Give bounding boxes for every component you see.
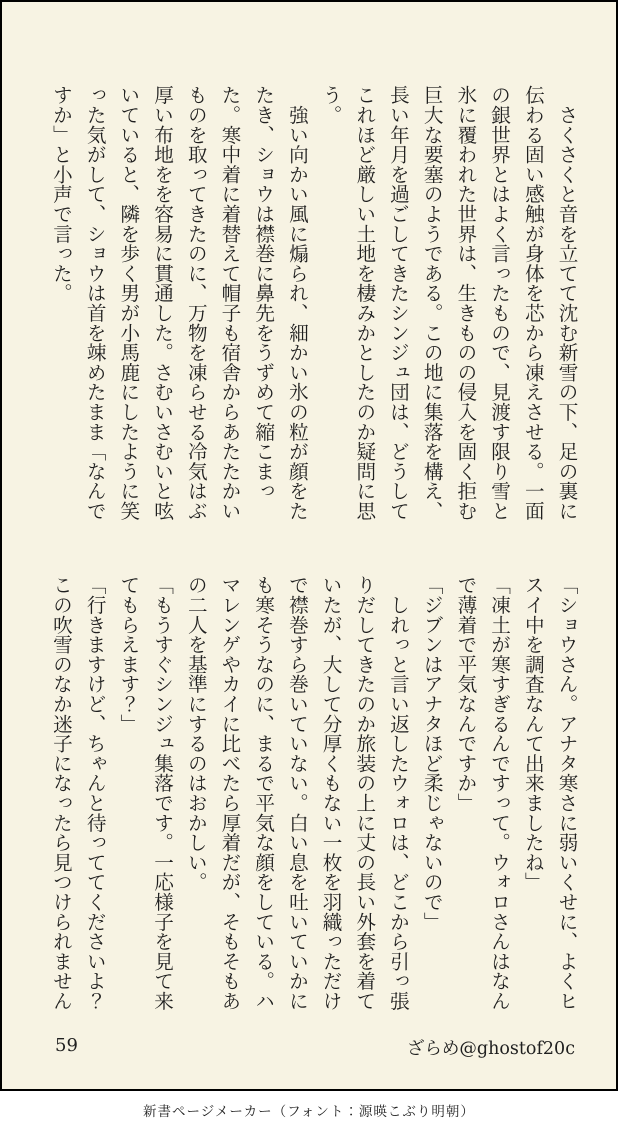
dialogue-paragraph: 「ジブンはアナタほど柔じゃないので」 <box>420 575 444 932</box>
dialogue-paragraph: 「ショウさん。アナタ寒さに弱いくせに、よくヒスイ中を調査なんて出来ましたね」 <box>521 575 578 1011</box>
caption-text: 新書ページメーカー（フォント：源暎こぶり明朝） <box>143 1104 475 1120</box>
paragraph: しれっと言い返したウォロは、どこから引っ張りだしてきたのか旅装の上に丈の長い外套を着ていたが、大して分厚くもない一枚を羽織っただけで襟巻すら巻いていない。白い息を吐いていかにも寒そうなのに、まるで平気な顔をしている。ハマレンゲやカイに比べたら厚着だが、そもそもあの二人を基準にするのはおかしい。 <box>184 575 410 1011</box>
dialogue-paragraph: 「行きますけど、ちゃんと待っててくださいよ？この吹雪のなか迷子になったら見つけられません <box>49 575 107 1011</box>
paragraph: 強い向かい風に煽られ、細かい氷の粒が顔をたたき、ショウは襟巻に鼻先をうずめて縮こまった。寒中着に着替えて帽子も宿舎からあたたかいものを取ってきたのに、万物を凍らせる冷気はぶ厚い布地をを容易に貫通した。さむいさむいと呟いていると、隣を歩く男が小馬鹿にしたように笑った気がして、ショウは首を竦めたまま「なんですか」と小声で言った。 <box>49 85 309 521</box>
paragraph: さくさくと音を立てて沈む新雪の下、足の裏に伝わる固い感触が身体を芯から凍えさせる。一面の銀世界とはよく言ったもので、見渡す限り雪と氷に覆われた世界は、生きものの侵入を固く拒む巨大な要塞のようである。この地に集落を構え、長い年月を過ごしてきたシンジュ団は、どうしてこれほど厳しい土地を棲みかとしたのか疑問に思う。 <box>319 85 578 521</box>
page-number: 59 <box>55 1035 78 1056</box>
bottom-text-block <box>44 575 583 1017</box>
author-credit: ざらめ@ghostof20c <box>406 1039 575 1059</box>
dialogue-paragraph: 「凍土が寒すぎるんですって。ウォロさんはなんで薄着で平気なんですか」 <box>453 575 511 1011</box>
dialogue-paragraph: 「もうすぐシンジュ集落です。一応様子を見て来てもらえます？」 <box>116 575 174 1011</box>
top-text-block <box>44 85 583 527</box>
caption-bar <box>0 1091 618 1132</box>
